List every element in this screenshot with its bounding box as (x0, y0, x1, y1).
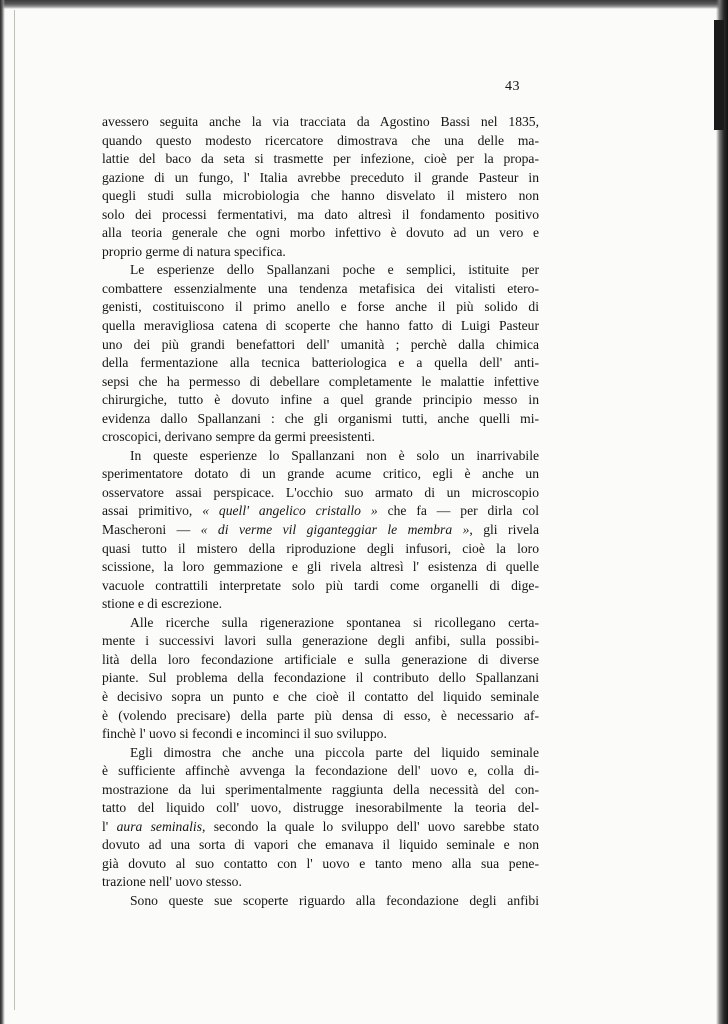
text-line: vacuole contrattili interpretate solo più tardi come organelli di dige- (102, 577, 539, 593)
paragraph-6 (102, 892, 539, 911)
text-line: In queste esperienze lo Spallanzani non è solo un inarrivabile (130, 447, 539, 463)
scan-left-fold-line (14, 10, 15, 1010)
text-line: Sono queste sue scoperte riguardo alla fecondazione degli anfibi (130, 892, 539, 908)
scan-right-shadow (714, 20, 724, 130)
text-line: combattere essenzialmente una tendenza metafisica dei vitalisti etero- (102, 280, 539, 296)
text-line: quegli studi sulla microbiologia che hanno disvelato il mistero non (102, 188, 539, 204)
italic-quote: « di verme vil giganteggiar le membra » (200, 522, 470, 538)
text-line: finchè l' uovo si fecondi e incominci il suo sviluppo. (102, 726, 387, 742)
text-segment: che fa — per dirla col (387, 503, 539, 519)
text-segment: assai primitivo, (102, 503, 193, 519)
text-segment: , gli rivela (469, 522, 539, 538)
text-line: mente i successivi lavori sulla generazione degli anfibi, sulla possibi- (102, 633, 539, 649)
page-number: 43 (505, 79, 520, 94)
scan-left-edge (0, 0, 5, 1024)
text-line: mostrazione da lui sperimentalmente raggiunta della necessità del con- (102, 781, 539, 797)
text-line: lattie del baco da seta si trasmette per infezione, cioè per la propa- (102, 151, 539, 167)
italic-quote: « quell' angelico cristallo » (202, 503, 378, 519)
text-line: stione e di escrezione. (102, 596, 223, 612)
text-line: della fermentazione alla tecnica batteriologica e a quella dell' anti- (102, 355, 539, 371)
text-line: solo dei processi fermentativi, ma dato altresì il fondamento positivo (102, 206, 539, 222)
text-line: uno dei più grandi benefattori dell' umanità ; perchè dalla chimica (102, 336, 539, 352)
text-line: avessero seguita anche la via tracciata da Agostino Bassi nel 1835, (102, 114, 539, 129)
text-line: quasi tutto il mistero della riproduzione degli infusori, cioè la loro (102, 540, 539, 556)
paragraph-1 (102, 113, 539, 261)
text-line: Egli dimostra che anche una piccola parte del liquido seminale (130, 744, 539, 760)
text-line: chirurgiche, tutto è dovuto infine a quel grande principio messo in (102, 392, 539, 408)
text-segment: secondo la quale lo sviluppo dell' uovo sarebbe stato (213, 818, 539, 834)
text-line: quella meravigliosa catena di scoperte che hanno fatto di Luigi Pasteur (102, 318, 539, 334)
text-line: evidenza dallo Spallanzani : che gli organismi tutti, anche quelli mi- (102, 410, 539, 426)
scan-top-edge (0, 0, 728, 9)
text-line: Le esperienze dello Spallanzani poche e semplici, istituite per (130, 262, 539, 278)
text-line-with-quote (102, 502, 539, 521)
text-line: trazione nell' uovo stesso. (102, 874, 242, 890)
text-line: dovuto ad una sorta di vapori che emanava il liquido seminale e non (102, 837, 539, 853)
text-line: scissione, la loro gemmazione e gli rivela altresì l' esistenza di quelle (102, 559, 539, 575)
text-line: croscopici, derivano sempre da germi preesistenti. (102, 429, 375, 445)
italic-term: aura seminalis, (116, 818, 206, 834)
text-line: sperimentatore dotato di un grande acume critico, egli è anche un (102, 466, 539, 482)
text-line: è sufficiente affinchè avvenga la fecondazione dell' uovo e, colla di- (102, 763, 539, 779)
text-line: lità della loro fecondazione artificiale e sulla generazione di diverse (102, 651, 539, 667)
text-segment: Mascheroni — (102, 522, 191, 538)
text-line-with-quote (102, 521, 539, 540)
text-line: genisti, costituiscono il primo anello e forse anche il più solido di (102, 299, 539, 315)
text-line: gazione di un fungo, l' Italia avrebbe preceduto il grande Pasteur in (102, 169, 539, 185)
paragraph-2 (102, 261, 539, 446)
text-line: proprio germe di natura specifica. (102, 243, 286, 259)
text-line-with-italic (102, 818, 539, 837)
text-line: sepsi che ha permesso di debellare completamente le malattie infettive (102, 373, 539, 389)
text-line: quando questo modesto ricercatore dimostrava che una delle ma- (102, 132, 539, 148)
text-line: piante. Sul problema della fecondazione il contributo dello Spallanzani (102, 670, 539, 686)
paragraph-4 (102, 614, 539, 744)
text-line: è decisivo sopra un punto e che cioè il contatto del liquido seminale (102, 688, 539, 704)
text-line: alla teoria generale che ogni morbo infettivo è dovuto ad un vero e (102, 225, 539, 241)
text-line: osservatore assai perspicace. L'occhio suo armato di un microscopio (102, 484, 539, 500)
text-line: tatto del liquido coll' uovo, distrugge inesorabilmente la teoria del- (102, 800, 539, 816)
text-line: è (volendo precisare) della parte più densa di esso, è necessario af- (102, 707, 539, 723)
text-line: già dovuto al suo contatto con l' uovo e tanto meno alla sua pene- (102, 855, 539, 871)
scan-right-edge (716, 0, 728, 1024)
paragraph-5 (102, 744, 539, 892)
text-line: Alle ricerche sulla rigenerazione spontanea si ricollegano certa- (130, 614, 539, 630)
paragraph-3 (102, 447, 539, 614)
body-text (102, 113, 539, 911)
text-segment: l' (102, 818, 109, 834)
